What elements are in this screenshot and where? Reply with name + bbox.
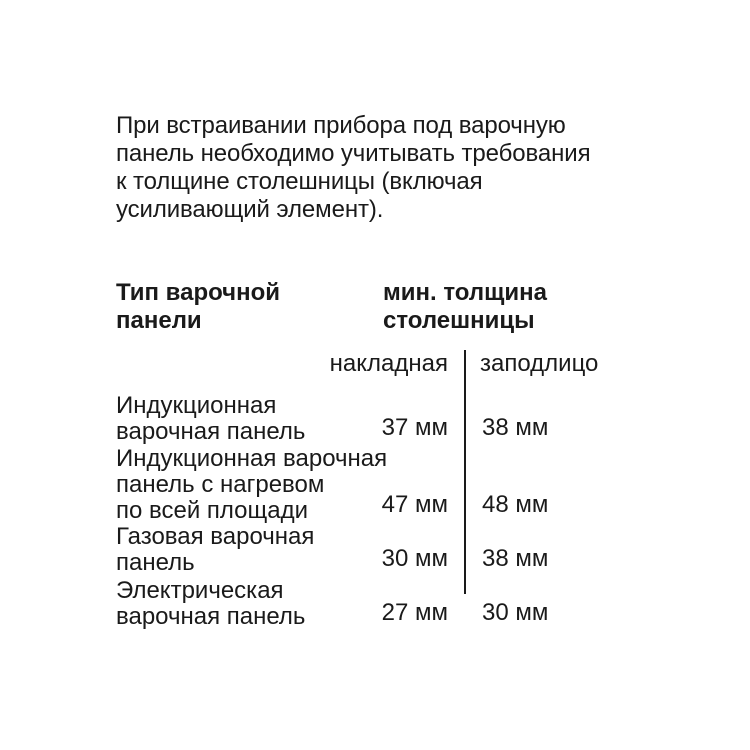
row-value-overlay-induction-full: 47 мм [381,491,448,518]
column-overlay-label: накладная [329,350,448,377]
header-hob-type: Тип варочной панели [116,279,281,334]
row-value-flush-gas: 38 мм [482,545,549,572]
row-name-induction-full: Индукционная варочная панель с нагревом по всей площади [116,445,388,524]
column-divider [464,350,466,594]
header-min-thickness: мин. толщина столешницы [383,279,547,334]
row-value-overlay-gas: 30 мм [381,545,448,572]
column-flush-label: заподлицо [480,350,599,377]
row-name-electric: Электрическая варочная панель [116,577,306,630]
row-name-induction: Индукционная варочная панель [116,392,306,445]
row-name-gas: Газовая варочная панель [116,523,315,576]
row-value-flush-induction-full: 48 мм [482,491,549,518]
row-value-flush-induction: 38 мм [482,414,549,441]
intro-paragraph: При встраивании прибора под варочную панель необходимо учитывать требования к толщине столешницы (включая усиливающий элемент). [116,112,591,223]
row-value-overlay-induction: 37 мм [381,414,448,441]
row-value-flush-electric: 30 мм [482,599,549,626]
row-value-overlay-electric: 27 мм [381,599,448,626]
